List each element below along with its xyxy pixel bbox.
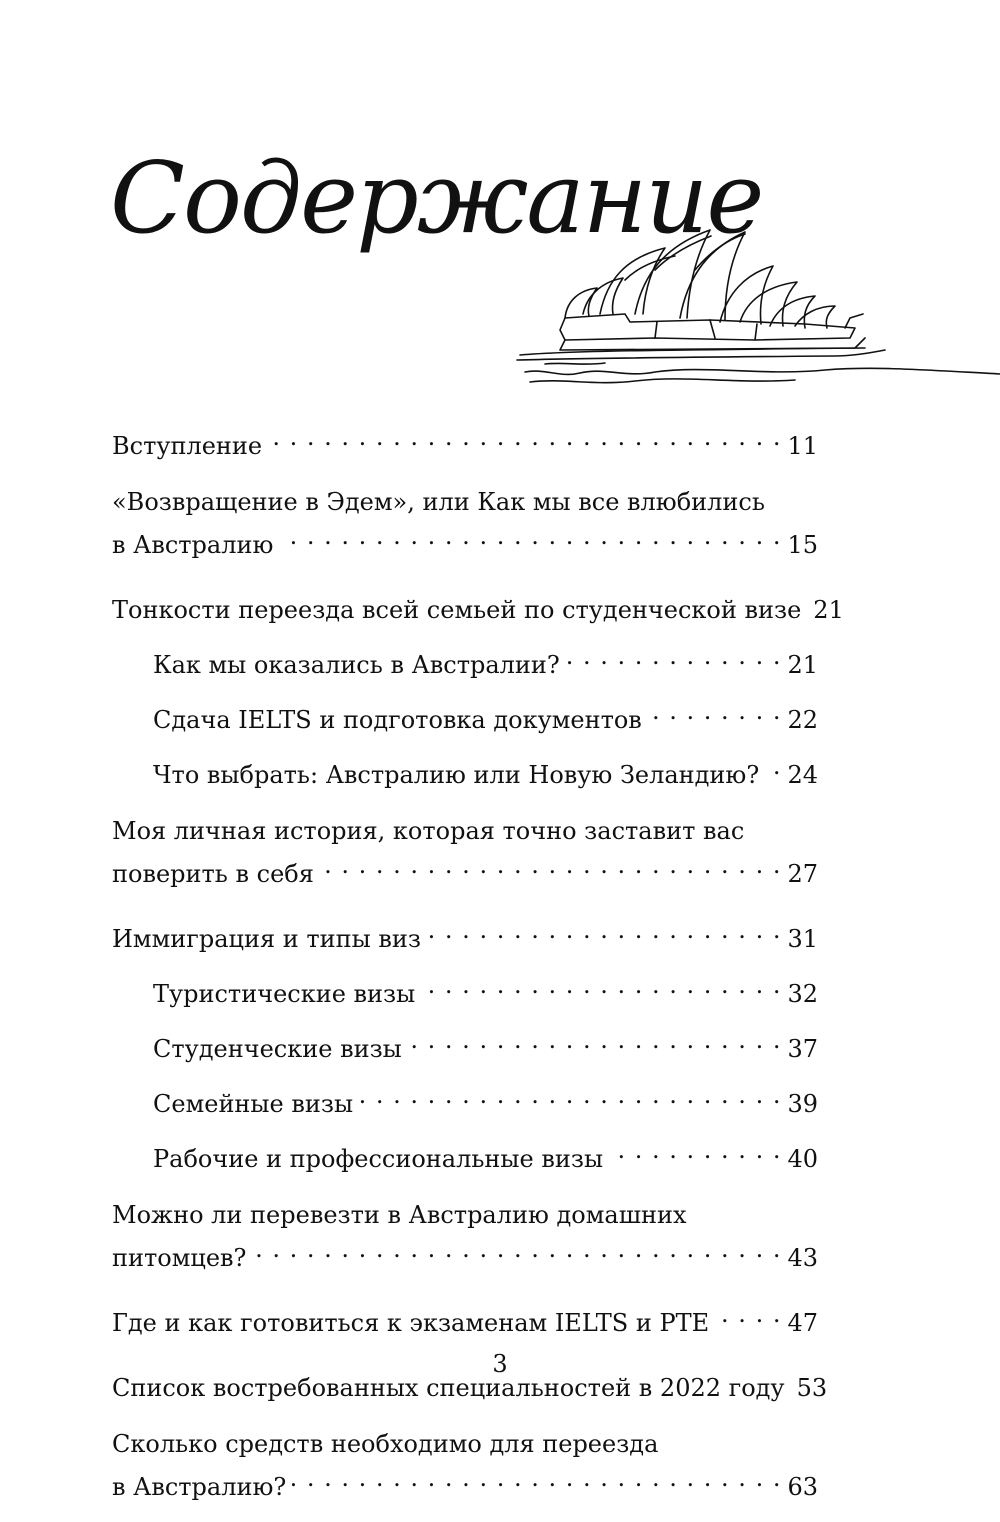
toc-entry-page: 31 bbox=[787, 925, 818, 953]
toc-entry-title-line1: «Возвращение в Эдем», или Как мы все влюбились bbox=[112, 488, 765, 516]
toc-entry[interactable] bbox=[112, 485, 818, 562]
toc-entry-page: 11 bbox=[787, 432, 818, 460]
toc-entry[interactable] bbox=[112, 1427, 818, 1504]
toc-entry[interactable] bbox=[112, 1198, 818, 1275]
toc-subentry[interactable] bbox=[112, 1133, 818, 1176]
leader-dots bbox=[609, 1133, 781, 1167]
toc-entry-title: Список востребованных специальностей в 2022 году bbox=[112, 1374, 785, 1402]
toc-subentry[interactable] bbox=[112, 694, 818, 737]
leader-dots bbox=[408, 1023, 782, 1057]
toc-entry-page: 21 bbox=[787, 651, 818, 679]
toc-subentry[interactable] bbox=[112, 749, 818, 792]
page-title: Содержание bbox=[110, 142, 763, 256]
toc-entry-title: Студенческие визы bbox=[153, 1035, 402, 1063]
toc-entry[interactable] bbox=[112, 913, 818, 956]
toc-entry[interactable] bbox=[112, 1297, 818, 1340]
toc-entry-title: Иммиграция и типы виз bbox=[112, 925, 421, 953]
toc-entry-title: поверить в себя bbox=[112, 860, 314, 888]
toc-entry-title: Туристические визы bbox=[153, 980, 416, 1008]
toc-entry-title: Рабочие и профессиональные визы bbox=[153, 1145, 604, 1173]
toc-entry-page: 24 bbox=[787, 761, 818, 789]
toc-subentry[interactable] bbox=[112, 1023, 818, 1066]
toc-entry-title: Семейные визы bbox=[153, 1090, 354, 1118]
toc-entry-page: 21 bbox=[813, 596, 844, 624]
toc-entry-title: в Австралию bbox=[112, 531, 274, 559]
toc-entry-title-line1: Сколько средств необходимо для переезда bbox=[112, 1430, 659, 1458]
toc-entry-page: 32 bbox=[787, 980, 818, 1008]
toc-entry[interactable] bbox=[112, 814, 818, 891]
leader-dots bbox=[715, 1297, 781, 1331]
leader-dots bbox=[292, 1461, 781, 1495]
toc-entry-page: 53 bbox=[796, 1374, 828, 1402]
leader-dots bbox=[421, 968, 781, 1002]
toc-entry-title: Где и как готовиться к экзаменам IELTS и PTE bbox=[112, 1309, 710, 1337]
toc-entry-title: Что выбрать: Австралию или Новую Зеландию? bbox=[153, 761, 760, 789]
toc-subentry[interactable] bbox=[112, 968, 818, 1011]
toc-entry-title: питомцев? bbox=[112, 1244, 247, 1272]
toc-entry-page: 37 bbox=[787, 1035, 818, 1063]
toc-entry[interactable] bbox=[112, 420, 818, 463]
leader-dots bbox=[268, 420, 781, 454]
toc-entry-title: Вступление bbox=[112, 432, 263, 460]
leader-dots bbox=[359, 1078, 781, 1112]
leader-dots bbox=[566, 639, 782, 673]
leader-dots bbox=[427, 913, 782, 947]
toc-entry-title-line1: Моя личная история, которая точно заставит вас bbox=[112, 817, 745, 845]
toc-subentry[interactable] bbox=[112, 639, 818, 682]
toc-entry-page: 39 bbox=[787, 1090, 818, 1118]
toc-entry-page: 43 bbox=[787, 1244, 818, 1272]
toc-subentry[interactable] bbox=[112, 1078, 818, 1121]
leader-dots bbox=[252, 1232, 781, 1266]
sydney-opera-house-icon bbox=[505, 210, 1000, 400]
leader-dots bbox=[320, 848, 782, 882]
toc-entry[interactable] bbox=[112, 584, 844, 627]
toc-entry-title-line1: Можно ли перевезти в Австралию домашних bbox=[112, 1201, 687, 1229]
leader-dots bbox=[765, 749, 781, 783]
leader-dots bbox=[648, 694, 782, 728]
page-number: 3 bbox=[492, 1350, 508, 1378]
toc-entry-page: 27 bbox=[787, 860, 818, 888]
toc-entry-title: Тонкости переезда всей семьей по студенческой визе bbox=[112, 596, 802, 624]
toc-entry-page: 63 bbox=[787, 1473, 818, 1501]
toc-entry-title: в Австралию? bbox=[112, 1473, 287, 1501]
toc-entry-title: Сдача IELTS и подготовка документов bbox=[153, 706, 642, 734]
toc-entry-page: 22 bbox=[787, 706, 818, 734]
toc-entry-page: 47 bbox=[787, 1309, 818, 1337]
leader-dots bbox=[279, 519, 781, 553]
toc-entry-page: 15 bbox=[787, 531, 818, 559]
toc-entry-title: Как мы оказались в Австралии? bbox=[153, 651, 560, 679]
toc-entry-page: 40 bbox=[787, 1145, 818, 1173]
